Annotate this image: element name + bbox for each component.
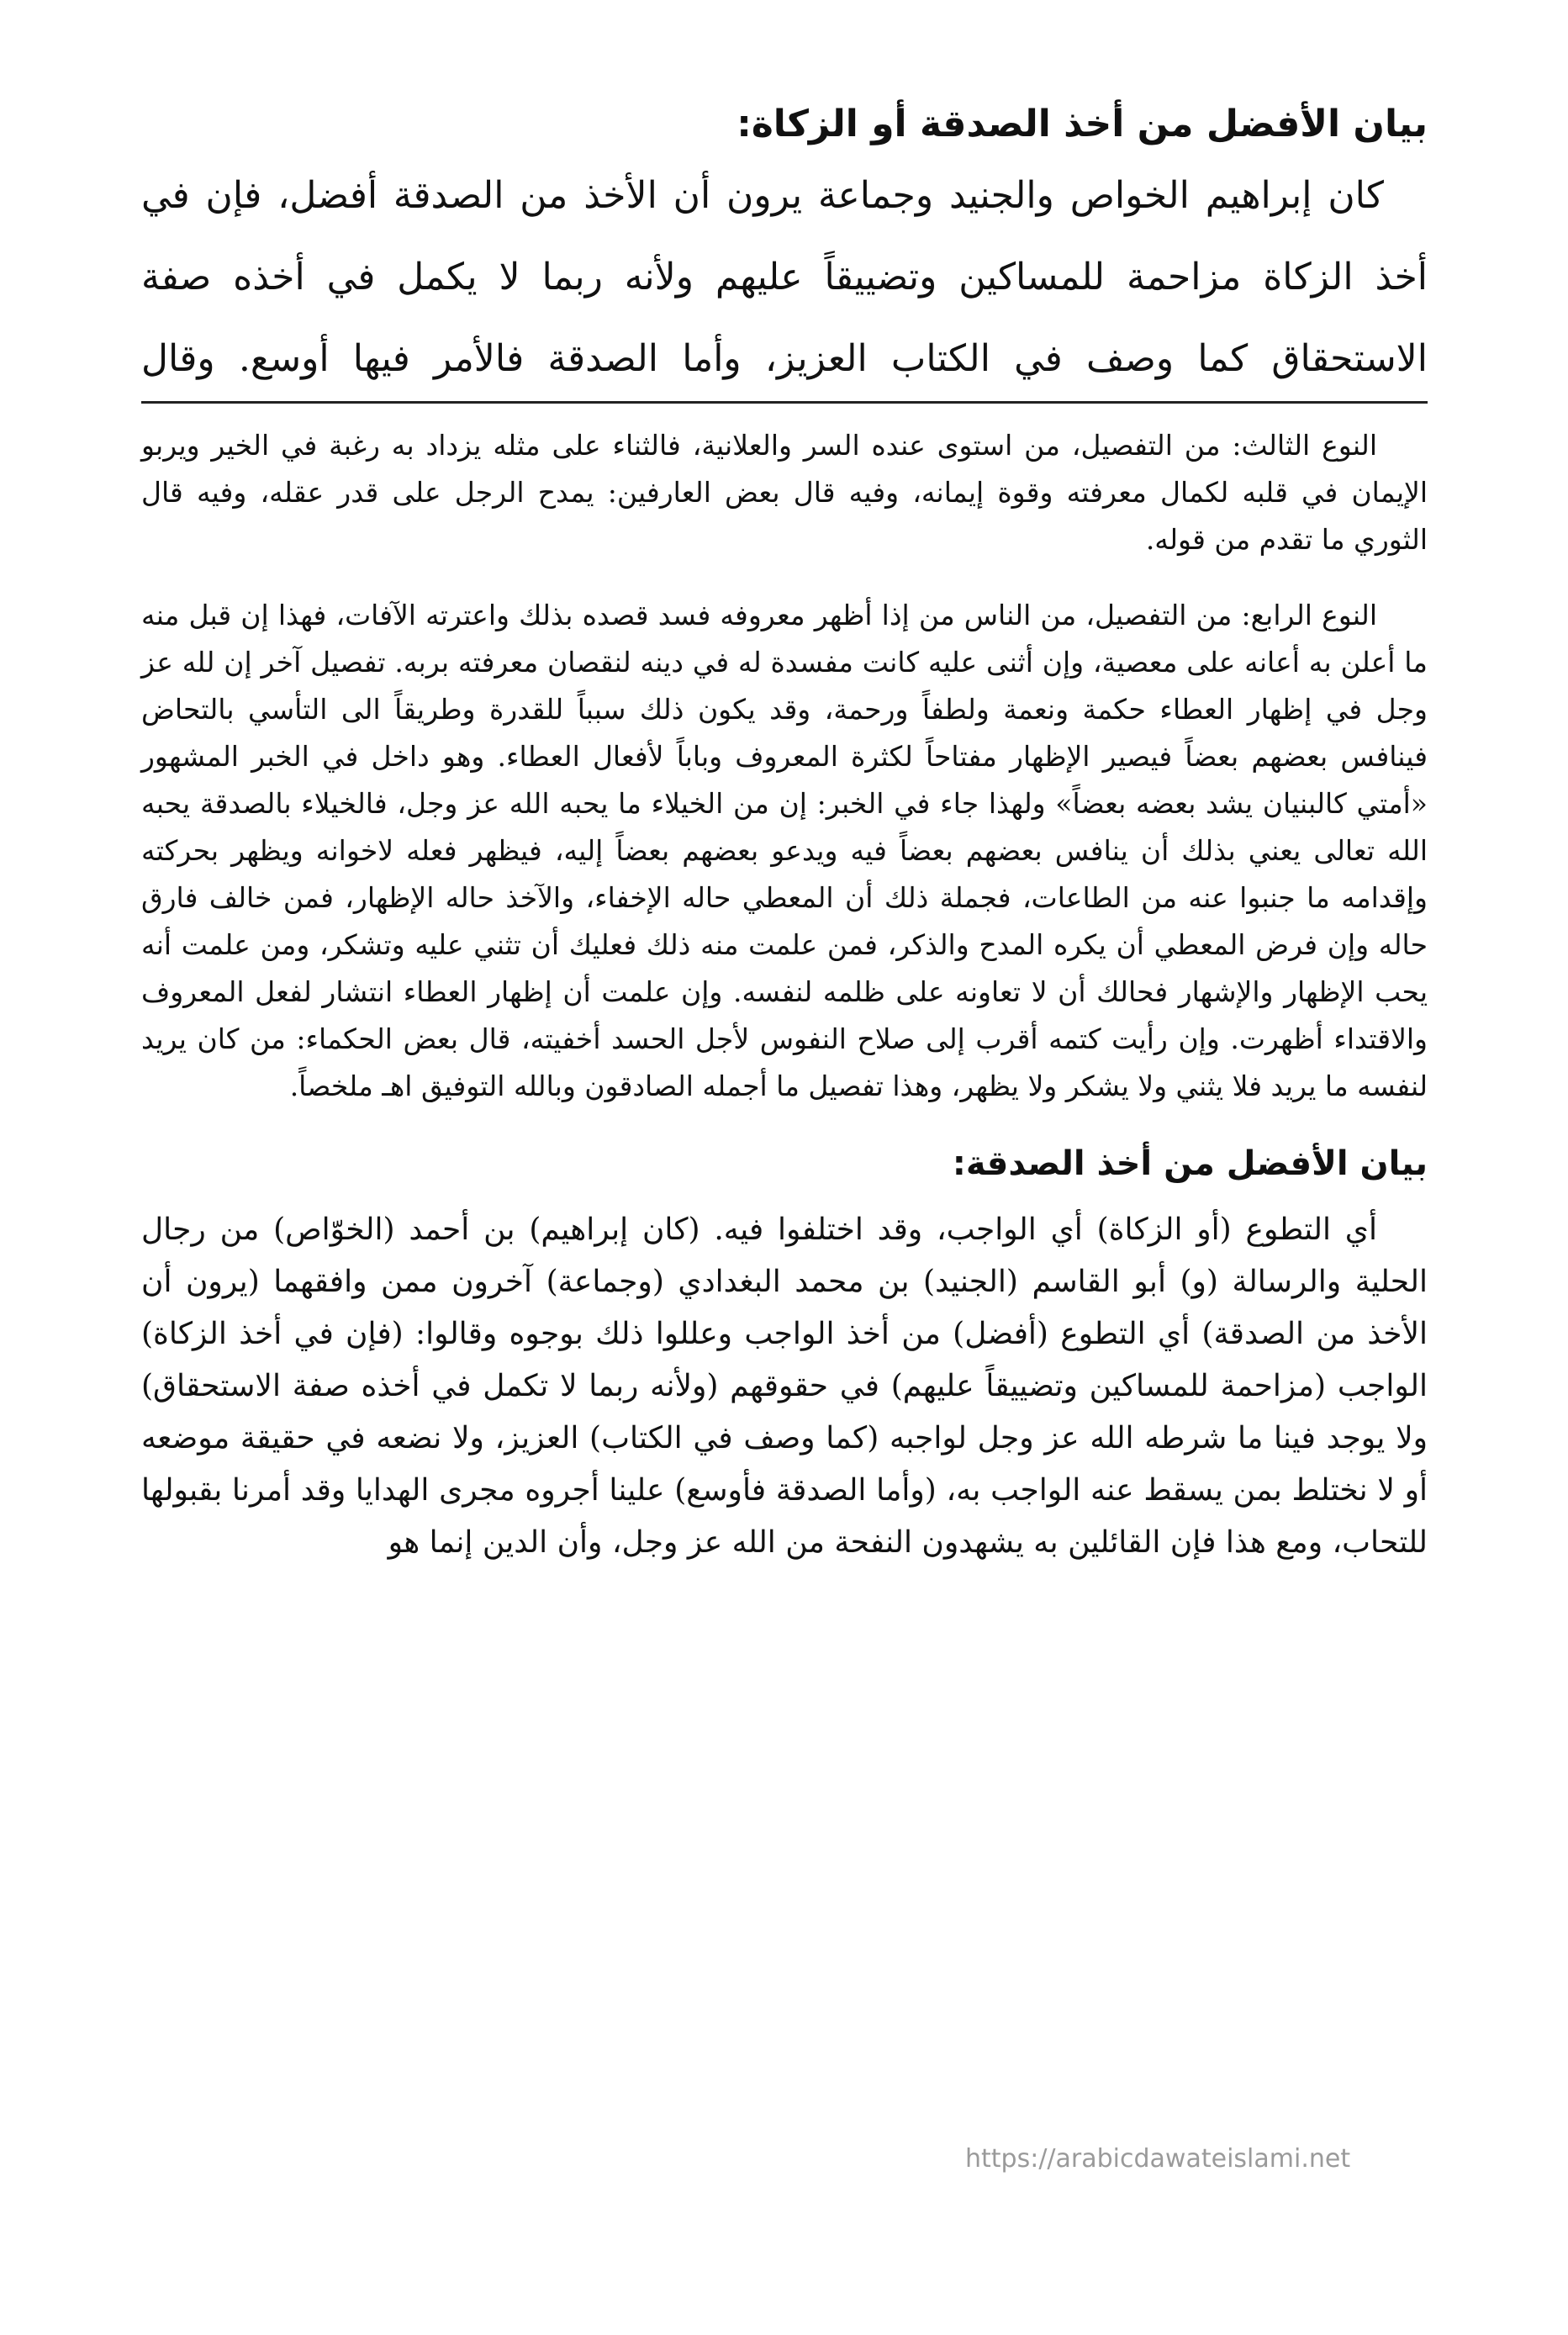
- main-text: كان إبراهيم الخواص والجنيد وجماعة يرون أن الأخذ من الصدقة أفضل، فإن في أخذ الزكاة مزاحمة للمساكين وتضييقاً عليهم ولأنه ربما لا يكمل في أخذه صفة الاستحقاق كما وصف في الكتاب العزيز، وأما الصدقة فالأمر فيها أوسع. وقال: [141, 174, 1428, 380]
- section-heading-2: بيان الأفضل من أخذ الصدقة:: [952, 1144, 1428, 1183]
- footnote-separator: [141, 401, 1428, 404]
- footnote-block: [141, 422, 1428, 1110]
- commentary-block: [141, 1204, 1428, 1569]
- watermark-url: https://arabicdawateislami.net: [965, 2144, 1351, 2174]
- footnote-paragraph: النوع الرابع: من التفصيل، من الناس من إذا أظهر معروفه فسد قصده بذلك واعترته الآفات، فهذا إن قبل منه ما أعلن به أعانه على معصية، وإن أثنى عليه كانت مفسدة له في دينه لنقصان معرفته بربه. تفصيل آخر إن لله عز وجل في إظهار العطاء حكمة ونعمة ولطفاً ورحمة، وقد يكون ذلك سبباً للقدرة وطريقاً الى التأسي بالتحاض فينافس بعضهم بعضاً فيصير الإظهار مفتاحاً لكثرة المعروف وباباً لأفعال العطاء. وهو داخل في الخبر المشهور «أمتي كالبنيان يشد بعضه بعضاً» ولهذا جاء في الخبر: إن من الخيلاء ما يحبه الله عز وجل، فالخيلاء بالصدقة يحبه الله تعالى يعني بذلك أن ينافس بعضهم بعضاً فيه ويدعو بعضهم بعضاً إليه، فيظهر فعله لاخوانه ويظهر بحركته وإقدامه ما جنبوا عنه من الطاعات، فجملة ذلك أن المعطي حاله الإخفاء، والآخذ حاله الإظهار، فمن خالف فارق حاله وإن فرض المعطي أن يكره المدح والذكر، فمن علمت منه ذلك فعليك أن تثني عليه وتشكر، ومن علمت أنه يحب الإظهار والإشهار فحالك أن لا تعاونه على ظلمه لنفسه. وإن علمت أن إظهار العطاء انتشار لفعل المعروف والاقتداء أظهرت. وإن رأيت كتمه أقرب إلى صلاح النفوس لأجل الحسد أخفيته، قال بعض الحكماء: من كان يريد لنفسه ما يريد فلا يثني ولا يشكر ولا يظهر، وهذا تفصيل ما أجمله الصادقون وبالله التوفيق اهـ ملخصاً.: [141, 599, 1428, 1102]
- footnote-paragraph: النوع الثالث: من التفصيل، من استوى عنده السر والعلانية، فالثناء على مثله يزداد به رغبة في الخير ويربو الإيمان في قلبه لكمال معرفته وقوة إيمانه، وفيه قال بعض العارفين: يمدح الرجل على قدر عقله، وفيه قال الثوري ما تقدم من قوله.: [141, 429, 1428, 556]
- main-text-block: [141, 155, 1428, 399]
- page-content: [141, 99, 1428, 1569]
- commentary-text: أي التطوع (أو الزكاة) أي الواجب، وقد اختلفوا فيه. (كان إبراهيم) بن أحمد (الخوّاص) من رجال الحلية والرسالة (و) أبو القاسم (الجنيد) بن محمد البغدادي (وجماعة) آخرون ممن وافقهما (يرون أن الأخذ من الصدقة) أي التطوع (أفضل) من أخذ الواجب وعللوا ذلك بوجوه وقالوا: (فإن في أخذ الزكاة) الواجب (مزاحمة للمساكين وتضييقاً عليهم) في حقوقهم (ولأنه ربما لا تكمل في أخذه صفة الاستحقاق) ولا يوجد فينا ما شرطه الله عز وجل لواجبه (كما وصف في الكتاب) العزيز، ولا نضعه في حقيقة موضعه أو لا نختلط بمن يسقط عنه الواجب به، (وأما الصدقة فأوسع) علينا أجروه مجرى الهدايا وقد أمرنا بقبولها للتحاب، ومع هذا فإن القائلين به يشهدون النفحة من الله عز وجل، وأن الدين إنما هو: [141, 1212, 1428, 1560]
- section-heading-1: بيان الأفضل من أخذ الصدقة أو الزكاة:: [736, 103, 1428, 145]
